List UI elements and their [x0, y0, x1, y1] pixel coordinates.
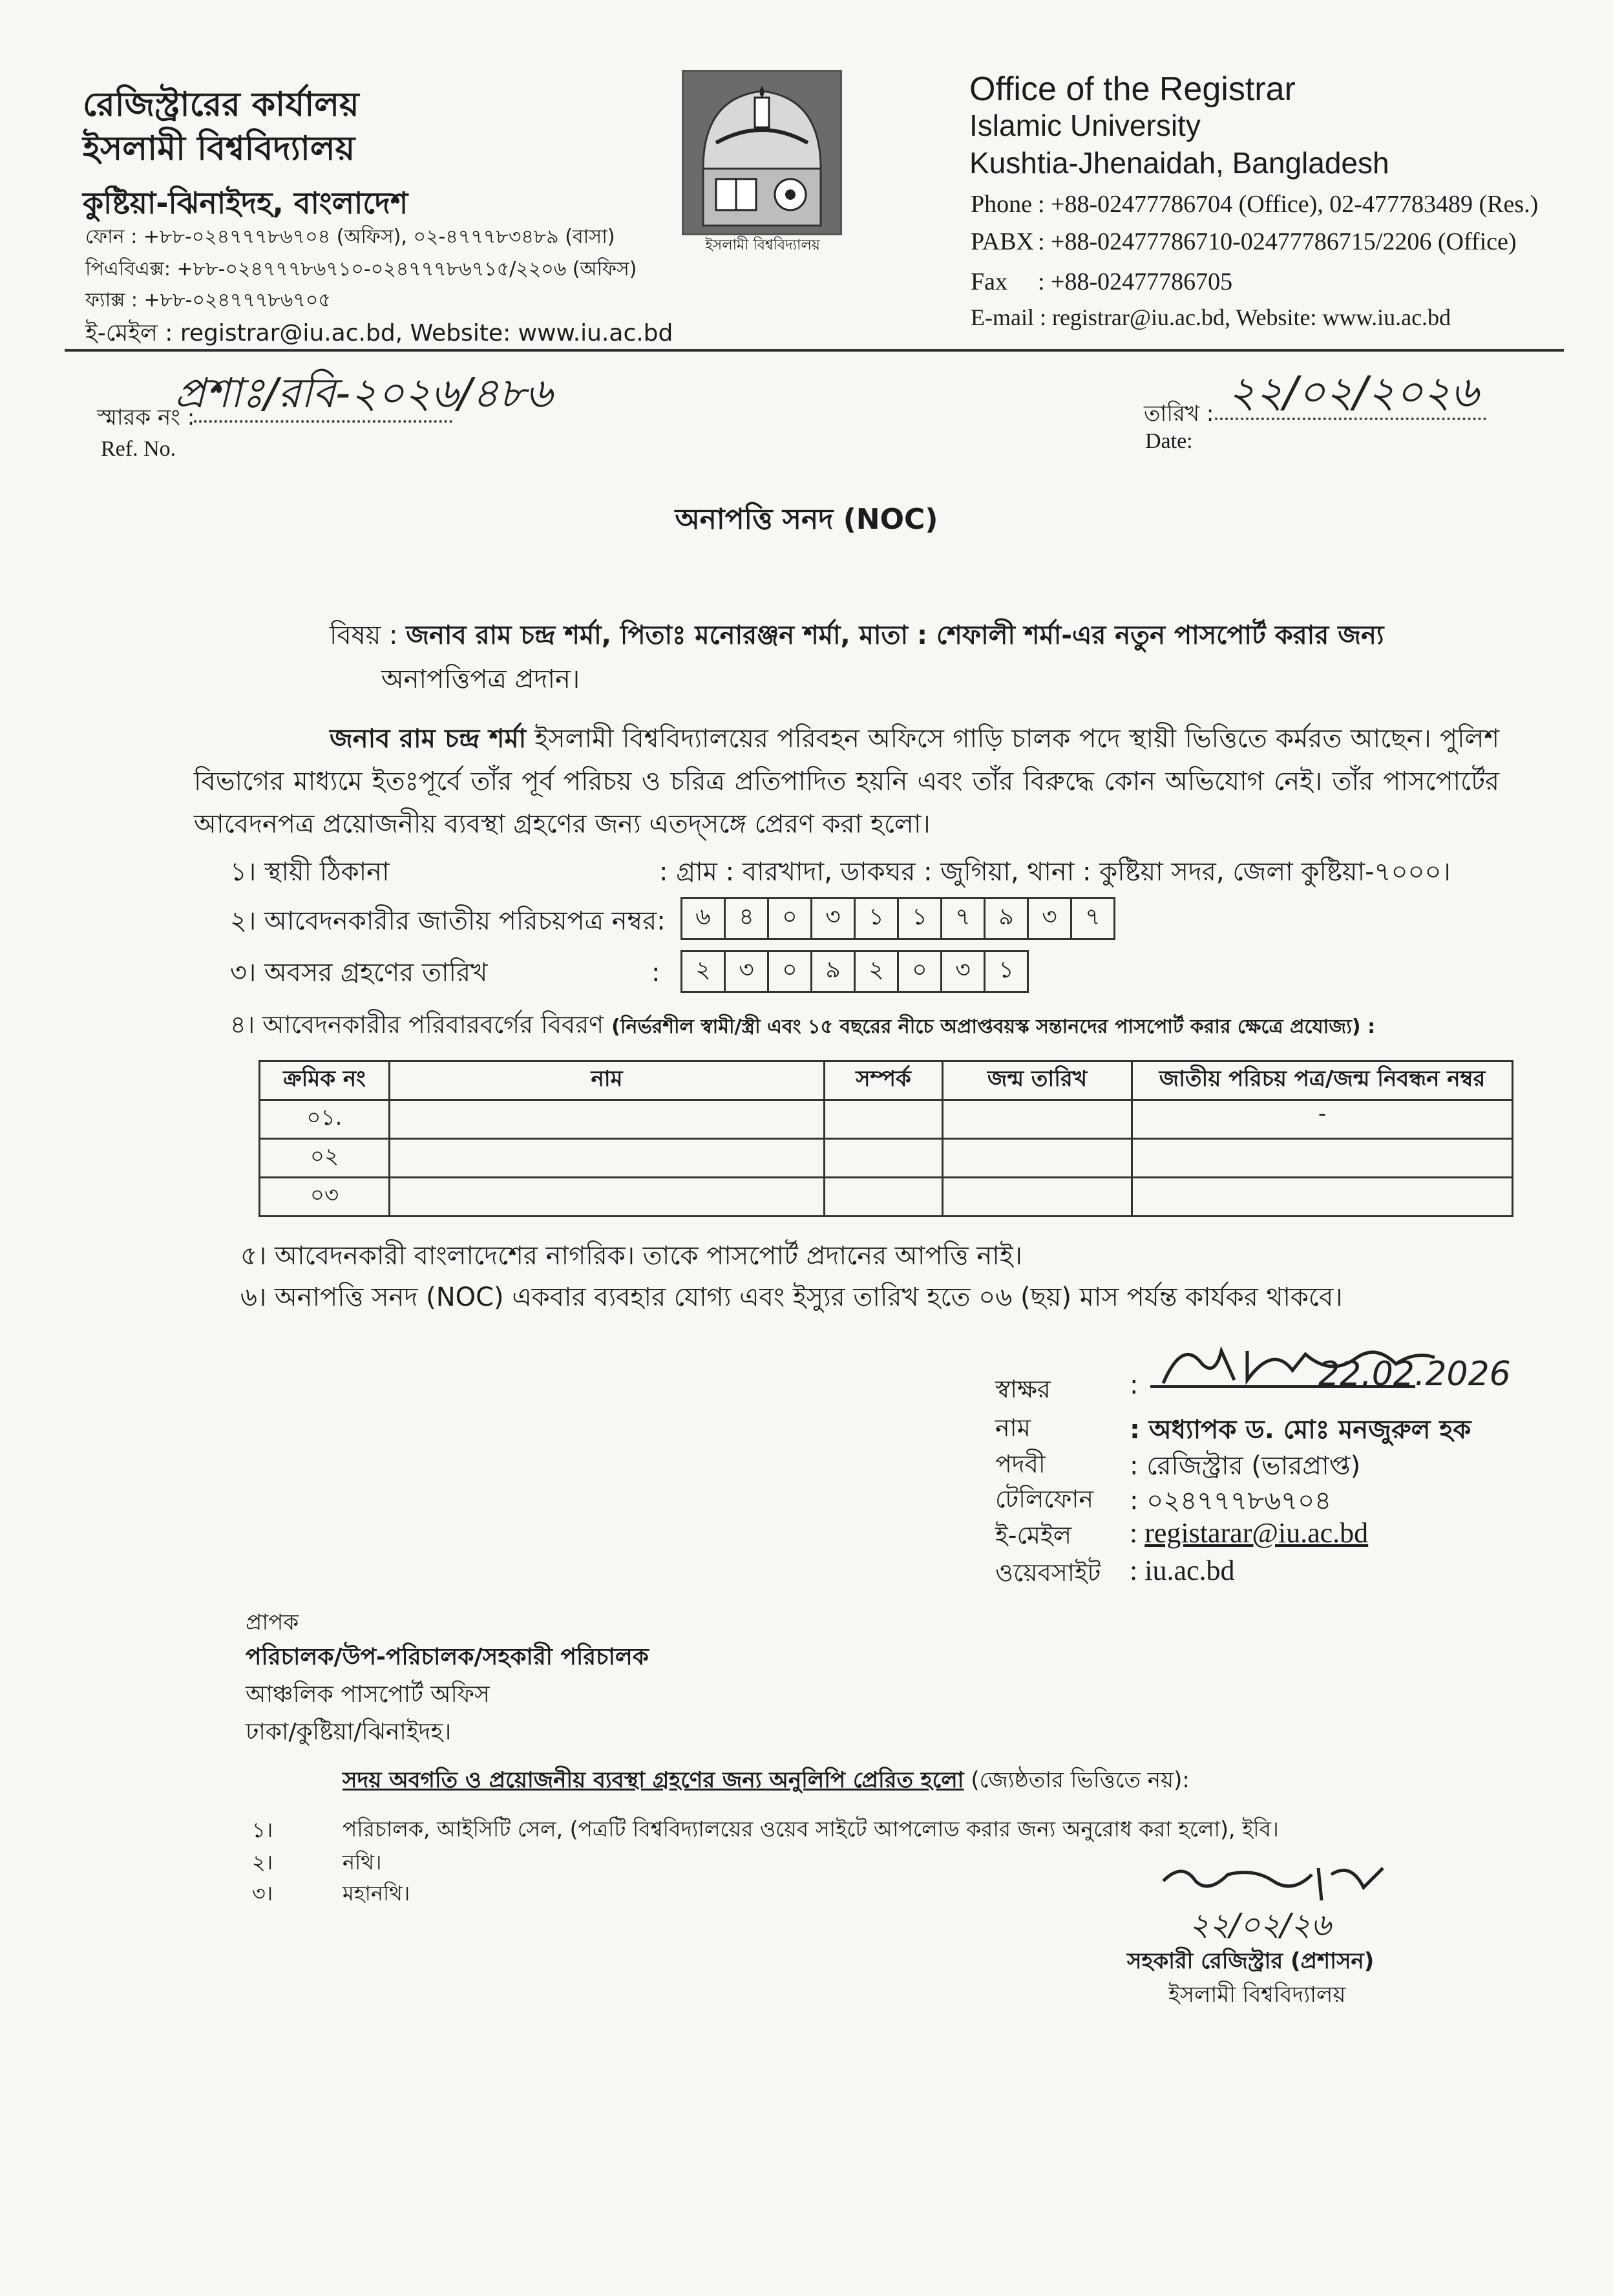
- retire-digit-boxes: [682, 950, 1029, 993]
- fax-label: Fax: [971, 268, 1007, 295]
- table-cell: ০২: [260, 1139, 390, 1178]
- digit-box: ০: [897, 950, 942, 993]
- table-row: [260, 1178, 1513, 1217]
- item-address-label: ১। স্থায়ী ঠিকানা: [230, 857, 390, 887]
- item-family-label: ৪। আবেদনকারীর পরিবারবর্গের বিবরণ: [230, 1010, 604, 1039]
- header-bn-pabx: পিএবিএক্স: +৮৮-০২৪৭৭৭৮৬৭১০-০২৪৭৭৭৮৬৭১৫/২২০৬ (অফিস): [85, 258, 637, 281]
- digit-box: ০: [767, 950, 812, 993]
- family-table-header: [260, 1061, 1513, 1100]
- col-serial: ক্রমিক নং: [260, 1061, 390, 1100]
- designation-value: : রেজিস্ট্রার (ভারপ্রাপ্ত): [1130, 1451, 1361, 1481]
- digit-box: ২: [680, 950, 726, 993]
- body-applicant-name: জনাব রাম চন্দ্র শর্মা: [330, 724, 527, 754]
- table-row: [260, 1139, 1513, 1178]
- digit-box: ৯: [984, 897, 1029, 940]
- header-bn-phone: ফোন : +৮৮-০২৪৭৭৭৮৬৭০৪ (অফিস), ০২-৪৭৭৭৮৩৪৮৯ (বাসা): [85, 226, 615, 248]
- assistant-title: সহকারী রেজিস্ট্রার (প্রশাসন): [1127, 1948, 1375, 1974]
- header-bn-university: ইসলামী বিশ্ববিদ্যালয়: [83, 129, 355, 168]
- name-label: নাম: [995, 1414, 1031, 1442]
- name-value: : অধ্যাপক ড. মোঃ মনজুরুল হক: [1130, 1415, 1471, 1445]
- document-title: অনাপত্তি সনদ (NOC): [675, 503, 938, 536]
- col-name: নাম: [390, 1061, 825, 1100]
- digit-box: ৭: [940, 897, 986, 940]
- table-cell: [1132, 1139, 1513, 1178]
- email-label: ই-মেইল: [995, 1521, 1072, 1549]
- pabx-value: : +88-02477786710-02477786715/2206 (Office): [1038, 228, 1517, 255]
- copy-heading: সদয় অবগতি ও প্রয়োজনীয় ব্যবস্থা গ্রহণের জন্য অনুলিপি প্রেরিত হলো: [343, 1767, 964, 1793]
- nid-digit-boxes: [682, 897, 1115, 940]
- digit-box: ১: [854, 897, 899, 940]
- body-text: ইসলামী বিশ্ববিদ্যালয়ের পরিবহন অফিসে গাড়ি চালক পদে স্থায়ী ভিত্তিতে কর্মরত আছেন। পুলিশ বিভাগের মাধ্যমে ইতঃপূর্বে তাঁর পূর্ব পরিচয় ও চরিত্র প্রতিপাদিত হয়নি এবং তাঁর বিরুদ্ধে কোন অভিযোগ নেই। তাঁর পাসপোর্টের আবেদনপত্র প্রয়োজনীয় ব্যবস্থা গ্রহণের জন্য এতদ্সঙ্গে প্রেরণ করা হলো।: [194, 724, 1499, 839]
- item-retire-label: ৩। অবসর গ্রহণের তারিখ: [230, 958, 488, 988]
- assistant-sign-date: ২২/০২/২৬: [1189, 1907, 1331, 1943]
- table-cell: [825, 1139, 943, 1178]
- phone-label: Phone: [971, 191, 1032, 218]
- website-label: ওয়েবসাইট: [995, 1558, 1101, 1587]
- phone-value: : +88-02477786704 (Office), 02-477783489 (Res.): [1038, 191, 1539, 218]
- copy-item-1-num: ১।: [252, 1818, 273, 1842]
- table-cell: [390, 1178, 825, 1217]
- email-line: [1130, 1516, 1368, 1549]
- col-dob: জন্ম তারিখ: [943, 1061, 1132, 1100]
- body-paragraph: [194, 717, 1499, 845]
- subject-line: [330, 614, 1499, 657]
- header-bn-location: কুষ্টিয়া-ঝিনাইদহ, বাংলাদেশ: [83, 186, 408, 220]
- table-cell: [825, 1178, 943, 1217]
- clause-6: ৬। অনাপত্তি সনদ (NOC) একবার ব্যবহার যোগ্য এবং ইস্যুর তারিখ হতে ০৬ (ছয়) মাস পর্যন্ত কার্যকর থাকবে।: [240, 1282, 1343, 1312]
- date-value: ২২/০২/২০২৬: [1228, 367, 1479, 417]
- digit-box: ৭: [1070, 897, 1115, 940]
- header-en-phone: [971, 190, 1538, 218]
- fax-value: : +88-02477786705: [1038, 268, 1233, 295]
- recipient-line-2: আঞ্চলিক পাসপোর্ট অফিস: [246, 1681, 490, 1708]
- clause-5: ৫। আবেদনকারী বাংলাদেশের নাগরিক। তাকে পাসপোর্ট প্রদানের আপত্তি নাই।: [240, 1241, 1022, 1271]
- header-bn-office: রেজিস্ট্রারের কার্যালয়: [83, 85, 359, 124]
- copy-item-1: পরিচালক, আইসিটি সেল, (পত্রটি বিশ্ববিদ্যালয়ের ওয়েব সাইটে আপলোড করার জন্য অনুরোধ করা হলো), ইবি।: [343, 1816, 1279, 1842]
- table-cell: ০৩: [260, 1178, 390, 1217]
- copy-item-3-num: ৩।: [252, 1881, 273, 1906]
- pabx-label: PABX: [971, 228, 1034, 255]
- col-relation: সম্পর্ক: [825, 1061, 943, 1100]
- item-retire-colon: :: [651, 958, 660, 988]
- subject-text: জনাব রাম চন্দ্র শর্মা, পিতাঃ মনোরঞ্জন শর্মা, মাতা : শেফালী শর্মা-এর নতুন পাসপোর্ট করার জন্য: [406, 621, 1384, 650]
- header-en-university: Islamic University: [969, 109, 1201, 142]
- date-label-en: Date:: [1145, 429, 1193, 453]
- table-cell: [1132, 1178, 1513, 1217]
- table-cell: [943, 1178, 1132, 1217]
- assistant-org: ইসলামী বিশ্ববিদ্যালয়: [1168, 1982, 1346, 2008]
- subject-line-2: অনাপত্তিপত্র প্রদান।: [381, 664, 580, 694]
- header-en-pabx: [971, 228, 1517, 256]
- digit-box: ১: [984, 950, 1029, 993]
- assistant-signature-icon: [1157, 1855, 1396, 1907]
- copy-item-2: নথি।: [343, 1850, 382, 1875]
- copy-heading-line: [343, 1763, 1190, 1800]
- table-cell: [390, 1139, 825, 1178]
- sign-date: 22.02.2026: [1318, 1355, 1511, 1394]
- digit-box: ৩: [810, 897, 856, 940]
- table-cell: [943, 1139, 1132, 1178]
- email-link[interactable]: registarar@iu.ac.bd: [1144, 1517, 1369, 1549]
- col-nid: জাতীয় পরিচয় পত্র/জন্ম নিবন্ধন নম্বর: [1132, 1061, 1513, 1100]
- header-en-fax: [971, 268, 1232, 296]
- table-cell: ০১.: [260, 1100, 390, 1139]
- header-en-location: Kushtia-Jhenaidah, Bangladesh: [969, 146, 1389, 180]
- family-table: [258, 1060, 1513, 1217]
- sign-colon: :: [1130, 1370, 1139, 1400]
- digit-box: ৪: [724, 897, 769, 940]
- digit-box: ২: [854, 950, 899, 993]
- copy-heading-note: (জ্যেষ্ঠতার ভিত্তিতে নয়):: [964, 1767, 1190, 1793]
- digit-box: ৩: [724, 950, 769, 993]
- date-label-bn: তারিখ :: [1144, 401, 1214, 427]
- digit-box: ৯: [810, 950, 856, 993]
- designation-label: পদবী: [995, 1450, 1046, 1478]
- copy-item-3: মহানথি।: [343, 1881, 410, 1906]
- item-family-line: [230, 1006, 1375, 1047]
- table-cell: [825, 1100, 943, 1139]
- copy-item-2-num: ২।: [252, 1850, 273, 1875]
- telephone-value: : ০২৪৭৭৭৮৬৭০৪: [1130, 1486, 1332, 1516]
- table-row: [260, 1100, 1513, 1139]
- table-cell: [943, 1100, 1132, 1139]
- recipient-line-3: ঢাকা/কুষ্টিয়া/ঝিনাইদহ।: [246, 1719, 452, 1745]
- table-cell: -: [1132, 1100, 1513, 1139]
- recipient-label: প্রাপক: [246, 1610, 299, 1635]
- header-bn-fax: ফ্যাক্স : +৮৮-০২৪৭৭৭৮৬৭০৫: [85, 289, 331, 312]
- ref-label-en: Ref. No.: [101, 437, 176, 461]
- digit-box: ৩: [1027, 897, 1072, 940]
- recipient-line-1: পরিচালক/উপ-পরিচালক/সহকারী পরিচালক: [246, 1644, 649, 1670]
- digit-box: ৬: [680, 897, 726, 940]
- header-bn-email: ই-মেইল : registrar@iu.ac.bd, Website: www.iu.ac.bd: [85, 320, 673, 346]
- university-logo: [682, 70, 842, 235]
- ref-label-bn: স্মারক নং :: [97, 405, 195, 430]
- telephone-label: টেলিফোন: [995, 1485, 1094, 1513]
- website-value: : iu.ac.bd: [1130, 1555, 1235, 1586]
- header-en-office: Office of the Registrar: [969, 70, 1296, 108]
- digit-box: ১: [897, 897, 942, 940]
- ref-number: প্রশাঃ/রবি-২০২৬/৪৮৬: [174, 370, 553, 418]
- item-family-note: (নির্ভরশীল স্বামী/স্ত্রী এবং ১৫ বছরের নীচে অপ্রাপ্তবয়স্ক সন্তানদের পাসপোর্ট করার ক্ষেত্রে প্রযোজ্য) :: [611, 1015, 1376, 1038]
- sign-label: স্বাক্ষর: [995, 1375, 1051, 1403]
- email-colon: :: [1130, 1517, 1138, 1549]
- header-en-email: E-mail : registrar@iu.ac.bd, Website: www.iu.ac.bd: [971, 304, 1451, 330]
- item-address-value: : গ্রাম : বারখাদা, ডাকঘর : জুগিয়া, থানা : কুষ্টিয়া সদর, জেলা কুষ্টিয়া-৭০০০।: [659, 857, 1451, 887]
- digit-box: ৩: [940, 950, 986, 993]
- digit-box: ০: [767, 897, 812, 940]
- subject-label: বিষয় :: [330, 621, 398, 650]
- item-nid-label: ২। আবেদনকারীর জাতীয় পরিচয়পত্র নম্বর:: [230, 906, 666, 936]
- crest-icon: [684, 72, 840, 233]
- logo-caption: ইসলামী বিশ্ববিদ্যালয়: [705, 237, 820, 253]
- header-divider: [65, 349, 1564, 352]
- table-cell: [390, 1100, 825, 1139]
